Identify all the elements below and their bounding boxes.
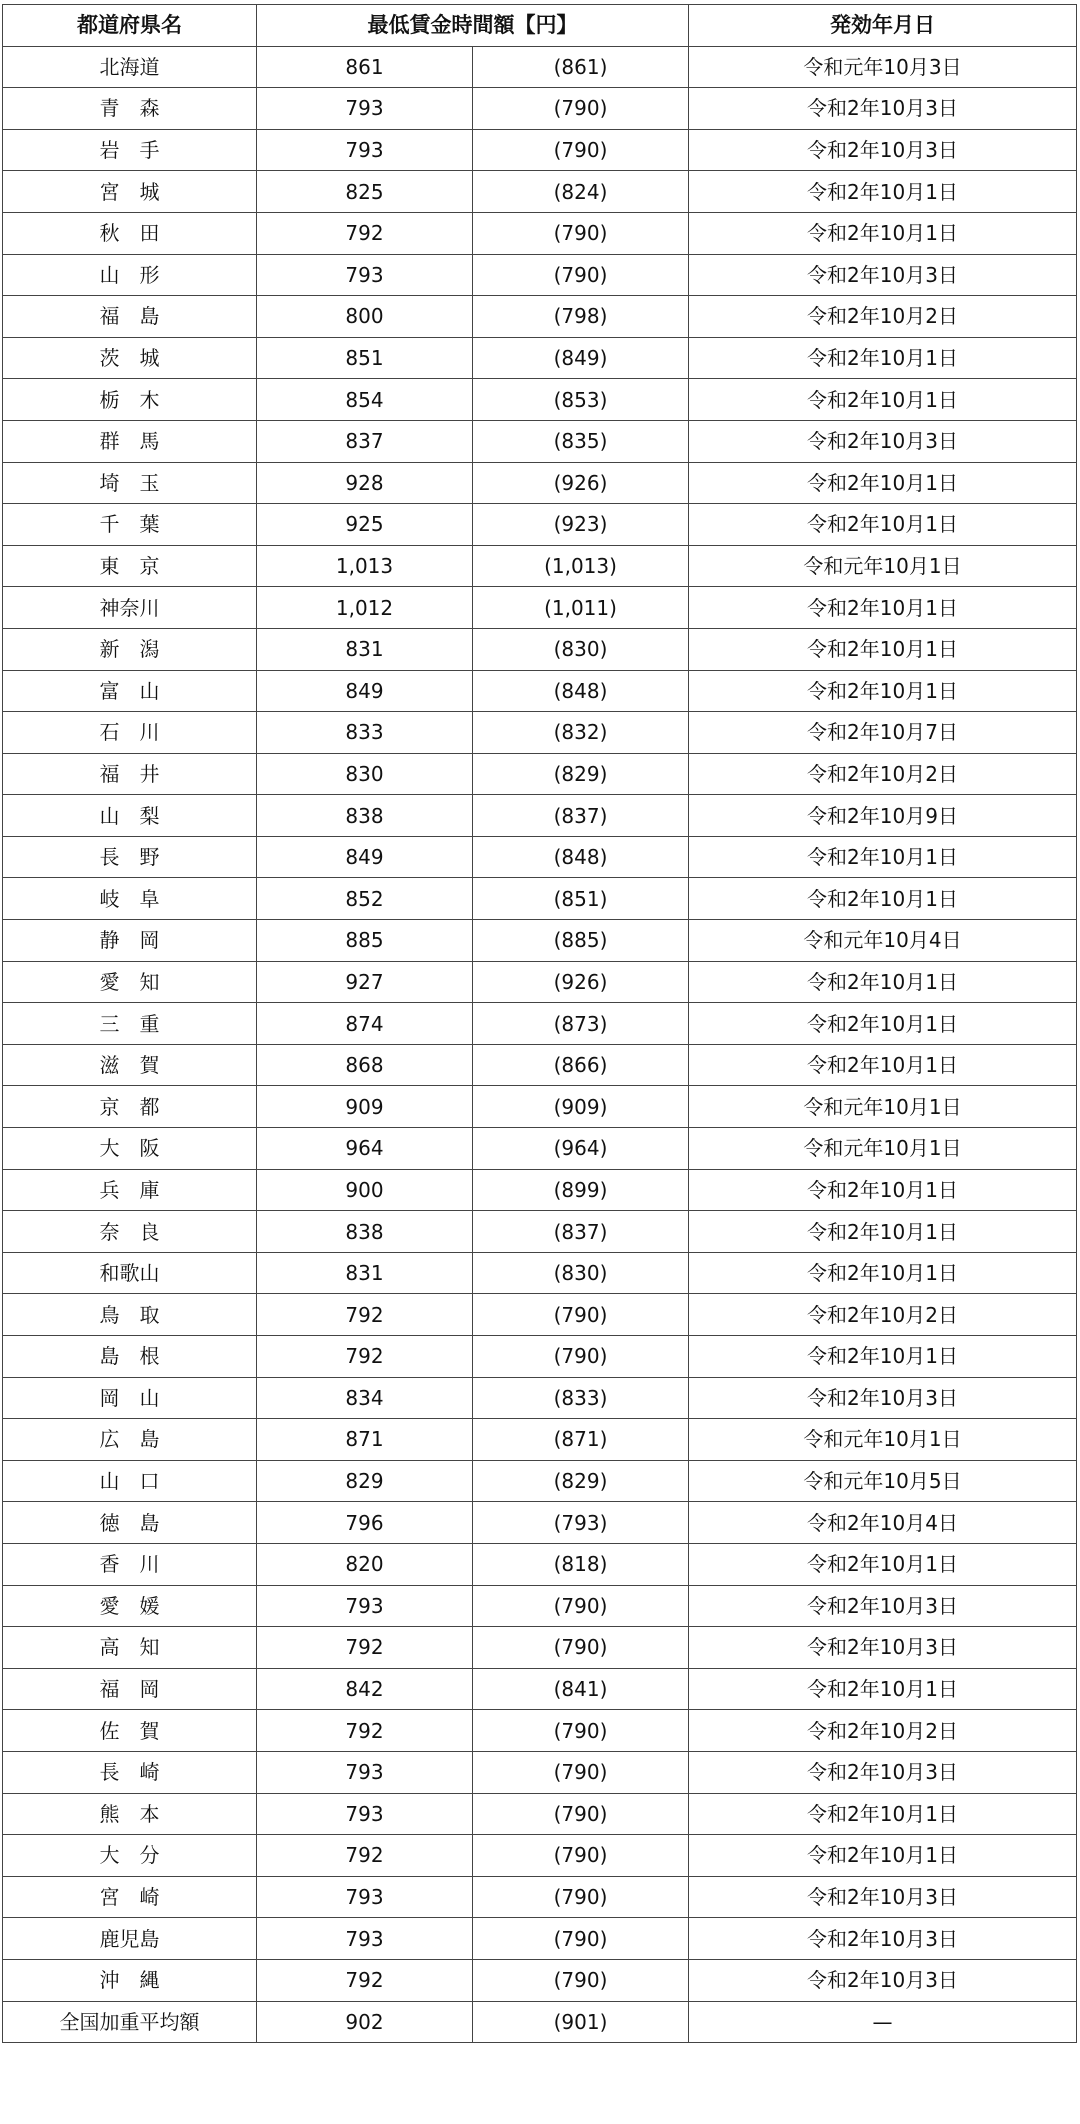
wage-cell: 793	[257, 1585, 473, 1627]
effective-date-cell: 令和2年10月1日	[689, 171, 1077, 213]
previous-wage-cell: (790)	[473, 1835, 689, 1877]
table-row	[3, 88, 1077, 130]
table-row	[3, 1793, 1077, 1835]
table-row	[3, 1044, 1077, 1086]
previous-wage-cell: (837)	[473, 795, 689, 837]
effective-date-cell: 令和2年10月9日	[689, 795, 1077, 837]
wage-cell: 834	[257, 1377, 473, 1419]
effective-date-cell: 令和2年10月1日	[689, 628, 1077, 670]
prefecture-cell: 北海道	[3, 46, 257, 88]
prefecture-cell: 福 岡	[3, 1668, 257, 1710]
prefecture-cell: 埼 玉	[3, 462, 257, 504]
previous-wage-cell: (790)	[473, 1793, 689, 1835]
table-row	[3, 1211, 1077, 1253]
wage-cell: 793	[257, 1751, 473, 1793]
prefecture-cell: 高 知	[3, 1627, 257, 1669]
wage-cell: 820	[257, 1543, 473, 1585]
table-row	[3, 753, 1077, 795]
prefecture-cell: 長 野	[3, 836, 257, 878]
previous-wage-cell: (1,013)	[473, 545, 689, 587]
effective-date-cell: 令和2年10月2日	[689, 1710, 1077, 1752]
effective-date-cell: 令和2年10月1日	[689, 961, 1077, 1003]
previous-wage-cell: (790)	[473, 1585, 689, 1627]
prefecture-cell: 岩 手	[3, 129, 257, 171]
prefecture-cell: 滋 賀	[3, 1044, 257, 1086]
previous-wage-cell: (790)	[473, 1959, 689, 2001]
prefecture-cell: 東 京	[3, 545, 257, 587]
effective-date-cell: 令和2年10月2日	[689, 296, 1077, 338]
table-row	[3, 628, 1077, 670]
previous-wage-cell: (926)	[473, 462, 689, 504]
table-row	[3, 545, 1077, 587]
wage-cell: 800	[257, 296, 473, 338]
prefecture-cell: 兵 庫	[3, 1169, 257, 1211]
previous-wage-cell: (871)	[473, 1419, 689, 1461]
effective-date-cell: 令和2年10月1日	[689, 1044, 1077, 1086]
wage-cell: 928	[257, 462, 473, 504]
prefecture-cell: 富 山	[3, 670, 257, 712]
previous-wage-cell: (866)	[473, 1044, 689, 1086]
effective-date-cell: 令和2年10月7日	[689, 712, 1077, 754]
effective-date-cell: 令和2年10月1日	[689, 1169, 1077, 1211]
previous-wage-cell: (790)	[473, 1336, 689, 1378]
wage-cell: 793	[257, 1876, 473, 1918]
table-row	[3, 129, 1077, 171]
effective-date-cell: 令和元年10月5日	[689, 1460, 1077, 1502]
wage-cell: 838	[257, 1211, 473, 1253]
wage-cell: 838	[257, 795, 473, 837]
table-row	[3, 1003, 1077, 1045]
prefecture-cell: 千 葉	[3, 504, 257, 546]
effective-date-cell: 令和元年10月1日	[689, 1419, 1077, 1461]
table-row	[3, 1543, 1077, 1585]
table-row	[3, 1377, 1077, 1419]
effective-date-cell: 令和2年10月1日	[689, 462, 1077, 504]
prefecture-cell: 福 井	[3, 753, 257, 795]
effective-date-cell: 令和2年10月3日	[689, 1751, 1077, 1793]
wage-cell: 793	[257, 1793, 473, 1835]
effective-date-cell: 令和2年10月3日	[689, 1377, 1077, 1419]
effective-date-cell: 令和2年10月1日	[689, 1211, 1077, 1253]
effective-date-cell: 令和2年10月2日	[689, 1294, 1077, 1336]
prefecture-cell: 山 口	[3, 1460, 257, 1502]
table-row	[3, 1252, 1077, 1294]
previous-wage-cell: (885)	[473, 920, 689, 962]
table-row	[3, 254, 1077, 296]
prefecture-cell: 群 馬	[3, 420, 257, 462]
wage-cell: 927	[257, 961, 473, 1003]
wage-cell: 796	[257, 1502, 473, 1544]
wage-cell: 851	[257, 337, 473, 379]
prefecture-cell: 青 森	[3, 88, 257, 130]
previous-wage-cell: (861)	[473, 46, 689, 88]
wage-cell: 874	[257, 1003, 473, 1045]
table-row	[3, 1336, 1077, 1378]
table-row	[3, 504, 1077, 546]
effective-date-cell: 令和2年10月1日	[689, 379, 1077, 421]
effective-date-cell: 令和2年10月1日	[689, 1835, 1077, 1877]
prefecture-cell: 鹿児島	[3, 1918, 257, 1960]
previous-wage-cell: (1,011)	[473, 587, 689, 629]
prefecture-cell: 佐 賀	[3, 1710, 257, 1752]
wage-cell: 964	[257, 1128, 473, 1170]
table-row	[3, 1294, 1077, 1336]
wage-cell: 1,013	[257, 545, 473, 587]
prefecture-cell: 山 形	[3, 254, 257, 296]
previous-wage-cell: (848)	[473, 836, 689, 878]
table-row	[3, 171, 1077, 213]
table-row	[3, 296, 1077, 338]
prefecture-cell: 宮 城	[3, 171, 257, 213]
minimum-wage-table	[2, 4, 1077, 2043]
previous-wage-cell: (873)	[473, 1003, 689, 1045]
wage-cell: 1,012	[257, 587, 473, 629]
effective-date-cell: 令和元年10月1日	[689, 545, 1077, 587]
effective-date-cell: 令和2年10月1日	[689, 337, 1077, 379]
wage-cell: 830	[257, 753, 473, 795]
wage-cell: 793	[257, 129, 473, 171]
wage-cell: 793	[257, 1918, 473, 1960]
prefecture-cell: 岐 阜	[3, 878, 257, 920]
wage-cell: 829	[257, 1460, 473, 1502]
table-row	[3, 1959, 1077, 2001]
wage-cell: 861	[257, 46, 473, 88]
table-row	[3, 712, 1077, 754]
effective-date-cell: 令和2年10月3日	[689, 254, 1077, 296]
table-row	[3, 1128, 1077, 1170]
effective-date-cell: 令和2年10月3日	[689, 88, 1077, 130]
previous-wage-cell: (923)	[473, 504, 689, 546]
wage-cell: 885	[257, 920, 473, 962]
wage-cell: 793	[257, 254, 473, 296]
table-row	[3, 587, 1077, 629]
wage-cell: 909	[257, 1086, 473, 1128]
table-row	[3, 212, 1077, 254]
table-row	[3, 1876, 1077, 1918]
wage-cell: 900	[257, 1169, 473, 1211]
minimum-wage-table-container	[2, 4, 1076, 2043]
wage-cell: 792	[257, 1294, 473, 1336]
previous-wage-cell: (790)	[473, 1710, 689, 1752]
prefecture-cell: 長 崎	[3, 1751, 257, 1793]
header-wage: 最低賃金時間額【円】	[257, 5, 689, 47]
table-row	[3, 1086, 1077, 1128]
table-row	[3, 1585, 1077, 1627]
previous-wage-cell: (793)	[473, 1502, 689, 1544]
prefecture-cell: 島 根	[3, 1336, 257, 1378]
wage-cell: 831	[257, 628, 473, 670]
prefecture-cell: 奈 良	[3, 1211, 257, 1253]
table-row	[3, 795, 1077, 837]
prefecture-cell: 三 重	[3, 1003, 257, 1045]
wage-cell: 868	[257, 1044, 473, 1086]
prefecture-cell: 宮 崎	[3, 1876, 257, 1918]
wage-cell: 793	[257, 88, 473, 130]
table-row	[3, 2001, 1077, 2043]
previous-wage-cell: (830)	[473, 1252, 689, 1294]
wage-cell: 842	[257, 1668, 473, 1710]
wage-cell: 854	[257, 379, 473, 421]
table-row	[3, 1918, 1077, 1960]
table-body	[3, 46, 1077, 2043]
prefecture-cell: 大 分	[3, 1835, 257, 1877]
table-row	[3, 379, 1077, 421]
previous-wage-cell: (790)	[473, 1751, 689, 1793]
table-row	[3, 1710, 1077, 1752]
prefecture-cell: 愛 媛	[3, 1585, 257, 1627]
effective-date-cell: 令和2年10月1日	[689, 212, 1077, 254]
prefecture-cell: 栃 木	[3, 379, 257, 421]
effective-date-cell: 令和2年10月1日	[689, 878, 1077, 920]
previous-wage-cell: (848)	[473, 670, 689, 712]
prefecture-cell: 愛 知	[3, 961, 257, 1003]
table-row	[3, 1627, 1077, 1669]
previous-wage-cell: (841)	[473, 1668, 689, 1710]
effective-date-cell: 令和2年10月3日	[689, 420, 1077, 462]
table-row	[3, 420, 1077, 462]
table-row	[3, 46, 1077, 88]
wage-cell: 849	[257, 670, 473, 712]
prefecture-cell: 静 岡	[3, 920, 257, 962]
wage-cell: 792	[257, 1336, 473, 1378]
effective-date-cell: 令和元年10月1日	[689, 1128, 1077, 1170]
table-row	[3, 836, 1077, 878]
previous-wage-cell: (899)	[473, 1169, 689, 1211]
effective-date-cell: —	[689, 2001, 1077, 2043]
prefecture-cell: 秋 田	[3, 212, 257, 254]
previous-wage-cell: (829)	[473, 1460, 689, 1502]
prefecture-cell: 石 川	[3, 712, 257, 754]
prefecture-cell: 熊 本	[3, 1793, 257, 1835]
previous-wage-cell: (837)	[473, 1211, 689, 1253]
previous-wage-cell: (790)	[473, 1876, 689, 1918]
table-row	[3, 1668, 1077, 1710]
table-row	[3, 878, 1077, 920]
wage-cell: 825	[257, 171, 473, 213]
effective-date-cell: 令和2年10月1日	[689, 1252, 1077, 1294]
table-row	[3, 1419, 1077, 1461]
previous-wage-cell: (790)	[473, 1918, 689, 1960]
table-row	[3, 920, 1077, 962]
table-row	[3, 462, 1077, 504]
previous-wage-cell: (790)	[473, 88, 689, 130]
effective-date-cell: 令和2年10月1日	[689, 670, 1077, 712]
effective-date-cell: 令和2年10月1日	[689, 587, 1077, 629]
header-prefecture: 都道府県名	[3, 5, 257, 47]
wage-cell: 871	[257, 1419, 473, 1461]
effective-date-cell: 令和2年10月1日	[689, 1336, 1077, 1378]
table-header-row	[3, 5, 1077, 47]
table-row	[3, 1169, 1077, 1211]
previous-wage-cell: (926)	[473, 961, 689, 1003]
previous-wage-cell: (798)	[473, 296, 689, 338]
effective-date-cell: 令和2年10月1日	[689, 1668, 1077, 1710]
prefecture-cell: 山 梨	[3, 795, 257, 837]
table-row	[3, 670, 1077, 712]
prefecture-cell: 鳥 取	[3, 1294, 257, 1336]
prefecture-cell: 全国加重平均額	[3, 2001, 257, 2043]
prefecture-cell: 大 阪	[3, 1128, 257, 1170]
previous-wage-cell: (818)	[473, 1543, 689, 1585]
previous-wage-cell: (830)	[473, 628, 689, 670]
previous-wage-cell: (790)	[473, 212, 689, 254]
previous-wage-cell: (790)	[473, 129, 689, 171]
table-row	[3, 1460, 1077, 1502]
table-row	[3, 1751, 1077, 1793]
table-row	[3, 1502, 1077, 1544]
effective-date-cell: 令和2年10月1日	[689, 1003, 1077, 1045]
wage-cell: 792	[257, 1710, 473, 1752]
previous-wage-cell: (849)	[473, 337, 689, 379]
table-row	[3, 1835, 1077, 1877]
prefecture-cell: 茨 城	[3, 337, 257, 379]
prefecture-cell: 徳 島	[3, 1502, 257, 1544]
wage-cell: 925	[257, 504, 473, 546]
previous-wage-cell: (790)	[473, 1294, 689, 1336]
wage-cell: 831	[257, 1252, 473, 1294]
prefecture-cell: 広 島	[3, 1419, 257, 1461]
wage-cell: 837	[257, 420, 473, 462]
prefecture-cell: 新 潟	[3, 628, 257, 670]
prefecture-cell: 和歌山	[3, 1252, 257, 1294]
previous-wage-cell: (829)	[473, 753, 689, 795]
wage-cell: 902	[257, 2001, 473, 2043]
header-date: 発効年月日	[689, 5, 1077, 47]
previous-wage-cell: (964)	[473, 1128, 689, 1170]
effective-date-cell: 令和元年10月4日	[689, 920, 1077, 962]
previous-wage-cell: (833)	[473, 1377, 689, 1419]
wage-cell: 852	[257, 878, 473, 920]
previous-wage-cell: (909)	[473, 1086, 689, 1128]
effective-date-cell: 令和2年10月1日	[689, 836, 1077, 878]
previous-wage-cell: (901)	[473, 2001, 689, 2043]
effective-date-cell: 令和元年10月1日	[689, 1086, 1077, 1128]
previous-wage-cell: (851)	[473, 878, 689, 920]
previous-wage-cell: (824)	[473, 171, 689, 213]
previous-wage-cell: (832)	[473, 712, 689, 754]
effective-date-cell: 令和2年10月1日	[689, 504, 1077, 546]
prefecture-cell: 香 川	[3, 1543, 257, 1585]
prefecture-cell: 福 島	[3, 296, 257, 338]
table-row	[3, 337, 1077, 379]
wage-cell: 792	[257, 1959, 473, 2001]
effective-date-cell: 令和2年10月3日	[689, 1585, 1077, 1627]
wage-cell: 792	[257, 1835, 473, 1877]
effective-date-cell: 令和元年10月3日	[689, 46, 1077, 88]
wage-cell: 792	[257, 1627, 473, 1669]
wage-cell: 792	[257, 212, 473, 254]
effective-date-cell: 令和2年10月3日	[689, 1918, 1077, 1960]
prefecture-cell: 京 都	[3, 1086, 257, 1128]
effective-date-cell: 令和2年10月3日	[689, 1627, 1077, 1669]
wage-cell: 833	[257, 712, 473, 754]
previous-wage-cell: (790)	[473, 1627, 689, 1669]
effective-date-cell: 令和2年10月1日	[689, 1543, 1077, 1585]
effective-date-cell: 令和2年10月4日	[689, 1502, 1077, 1544]
effective-date-cell: 令和2年10月3日	[689, 129, 1077, 171]
wage-cell: 849	[257, 836, 473, 878]
effective-date-cell: 令和2年10月1日	[689, 1793, 1077, 1835]
effective-date-cell: 令和2年10月2日	[689, 753, 1077, 795]
effective-date-cell: 令和2年10月3日	[689, 1876, 1077, 1918]
effective-date-cell: 令和2年10月3日	[689, 1959, 1077, 2001]
previous-wage-cell: (790)	[473, 254, 689, 296]
table-row	[3, 961, 1077, 1003]
previous-wage-cell: (853)	[473, 379, 689, 421]
prefecture-cell: 神奈川	[3, 587, 257, 629]
previous-wage-cell: (835)	[473, 420, 689, 462]
prefecture-cell: 沖 縄	[3, 1959, 257, 2001]
prefecture-cell: 岡 山	[3, 1377, 257, 1419]
